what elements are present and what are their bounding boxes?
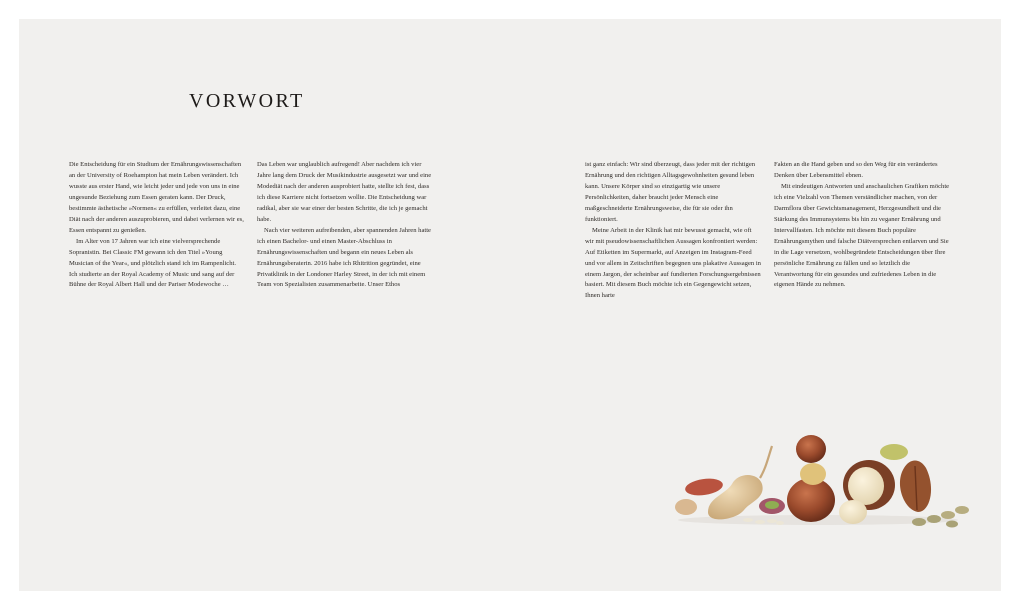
paragraph: Meine Arbeit in der Klinik hat mir bewusst gemacht, wie oft wir mit pseudowissenschaftlichen Aussagen konfrontiert werden: Auf Etiketten im Supermarkt, auf Anzeigen im Instagram-Feed und vor allem in Zeitschriften begegnen uns plakative Aussagen in einem Jargon, der scheinbar auf fundierten Forschungsergebnissen basiert. Mit diesem Buch möchte ich ein Gegengewicht setzen, Ihnen harte [585,226,761,300]
text-column-3 [585,160,761,302]
page-title: VORWORT [189,90,305,112]
hazelnut-stack-icon [787,435,835,522]
paragraph: Das Leben war unglaublich aufregend! Aber nachdem ich vier Jahre lang dem Druck der Musikindustrie ausgesetzt war und eine Modediät nach der anderen ausprobiert hatte, stellte ich fest, dass ich diese Karriere nicht fortsetzen wollte. Die Entscheidung war radikal, aber sie war einer der besten Schritte, die ich je gemacht habe. [257,161,432,223]
text-column-2 [257,160,433,291]
text-column-1 [69,160,245,291]
walnut-macadamia-icon [839,460,895,524]
paragraph: Die Entscheidung für ein Studium der Ernährungswissenschaften an der University of Roehampton hat mein Leben verändert. Ich wusste aus erster Hand, wie leicht jeder und jede von uns in eine ungesunde Beziehung zum Essen geraten kann. Der Druck, bestimmte ästhetische »Normen« zu erfüllen, verleitet dazu, eine Diät nach der anderen auszuprobieren, und dabei verlernen wir es, Essen entspannt zu genießen. [69,161,244,234]
paragraph: Fakten an die Hand geben und so den Weg für ein verändertes Denken über Lebensmittel ebnen. [774,161,938,179]
red-peanut-icon [684,476,724,497]
paragraph: ist ganz einfach: Wir sind überzeugt, dass jeder mit der richtigen Ernährung und den richtigen Alltagsgewohnheiten gesund leben kann. Unsere Körper sind so einzigartig wie unsere Persönlichkeiten, daher braucht jeder Mensch eine maßgeschneiderte Ernährungsweise, die für sie oder ihn funktioniert. [585,161,756,223]
nuts-illustration [668,428,976,532]
pistachio-icon [759,498,785,514]
paragraph: Nach vier weiteren aufreibenden, aber spannenden Jahren hatte ich einen Bachelor- und einen Master-Abschluss in Ernährungswissenschaften und begann ein neues Leben als Ernährungsberaterin. 2016 habe ich Rhitrition gegründet, eine Privatklinik in der Londoner Harley Street, in der ich mit einem Team von Spezialisten zusammenarbeite. Unser Ethos [257,226,431,289]
green-pistachio-icon [880,444,908,460]
paragraph: Mit eindeutigen Antworten und anschaulichen Grafiken möchte ich eine Vielzahl von Themen verständlicher machen, von der Darmflora über Gewichtsmanagement, Herzgesundheit und die Stärkung des Immunsystems bis hin zu veganer Ernährung und Intervallfasten. Ich möchte mit diesem Buch populäre Ernährungsmythen und falsche Diätversprechen entlarven und Sie in die Lage versetzen, wohlbegründete Entscheidungen über Ihre persönliche Ernährung zu fällen und so letztlich die Verantwortung für ein gesundes und zufriedenes Leben in die eigenen Hände zu nehmen. [774,182,950,289]
paragraph: Im Alter von 17 Jahren war ich eine vielversprechende Sopranistin. Bei Classic FM gewann ich den Titel »Young Musician of the Year«, und plötzlich stand ich im Rampenlicht. Ich studierte an der Royal Academy of Music und sang auf der Bühne der Royal Albert Hall und der Pariser Modewoche … [69,237,237,289]
almond-icon [675,499,697,515]
pecan-icon [900,461,931,513]
text-column-4 [774,160,950,291]
